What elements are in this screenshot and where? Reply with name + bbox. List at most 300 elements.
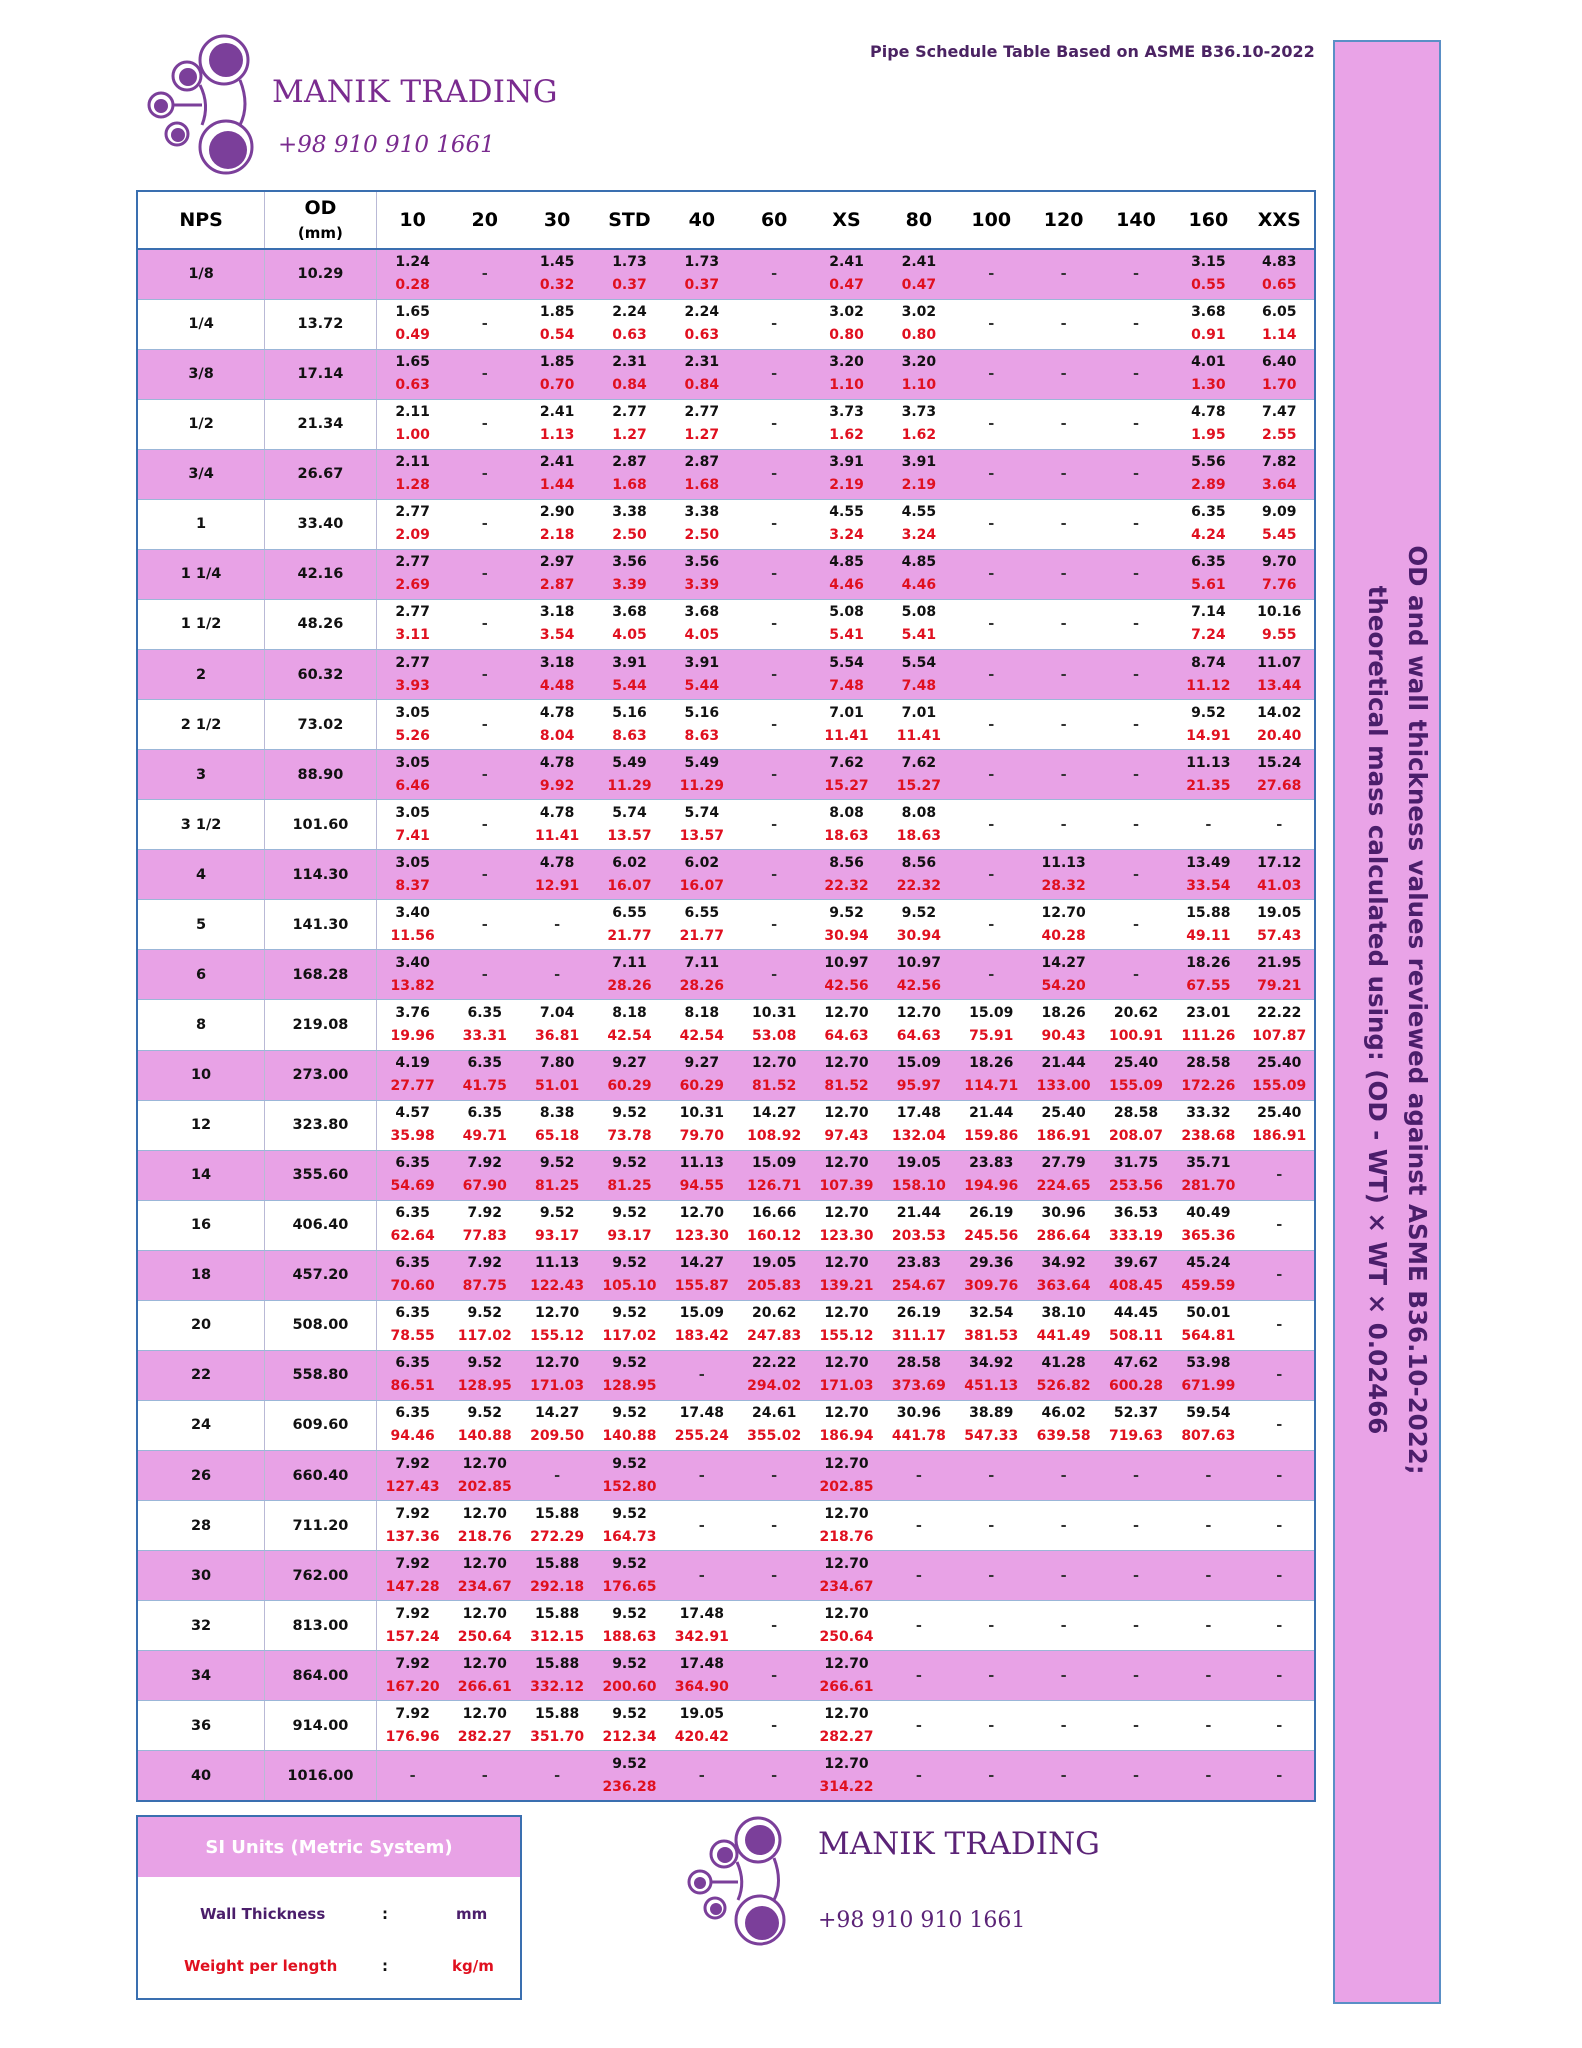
schedule-cell	[376, 900, 448, 950]
empty-value: -	[1060, 366, 1067, 383]
table-row	[137, 1551, 1315, 1601]
wall-thickness-value: 12.70	[462, 1505, 507, 1522]
weight-value: 1.27	[612, 427, 647, 444]
nps-cell: 6	[137, 950, 265, 1000]
schedule-cell	[810, 1250, 882, 1300]
schedule-cell	[810, 750, 882, 800]
od-cell: 73.02	[265, 700, 377, 750]
schedule-cell	[593, 549, 665, 599]
weight-value: 186.91	[1036, 1128, 1091, 1145]
wall-thickness-value: 6.02	[684, 854, 720, 871]
wall-thickness-value: 23.01	[1186, 1004, 1231, 1021]
schedule-cell	[883, 1551, 955, 1601]
schedule-cell	[449, 1451, 521, 1501]
weight-value: 3.11	[395, 627, 430, 644]
schedule-cell	[376, 1451, 448, 1501]
weight-value: 123.30	[819, 1228, 874, 1245]
empty-value: -	[1132, 1467, 1139, 1484]
schedule-cell	[738, 1601, 810, 1651]
schedule-cell	[1100, 249, 1172, 299]
schedule-cell	[666, 1250, 738, 1300]
schedule-cell	[883, 900, 955, 950]
od-cell: 813.00	[265, 1601, 377, 1651]
wall-thickness-value: 9.52	[612, 1255, 647, 1272]
schedule-cell	[666, 1200, 738, 1250]
nps-cell: 2	[137, 650, 265, 700]
schedule-cell	[955, 700, 1027, 750]
empty-value: -	[1132, 716, 1139, 733]
wall-thickness-value: 9.52	[612, 1655, 647, 1672]
schedule-cell	[1245, 1200, 1315, 1250]
weight-value: 5.44	[612, 677, 647, 694]
weight-value: 16.07	[679, 877, 724, 894]
empty-value: -	[915, 1617, 922, 1634]
wall-thickness-value: 3.18	[539, 604, 575, 621]
wall-thickness-value: 1.73	[612, 254, 647, 271]
wall-thickness-value: 8.74	[1191, 654, 1226, 671]
schedule-cell	[738, 1250, 810, 1300]
weight-value: 200.60	[602, 1678, 657, 1695]
schedule-cell	[1172, 700, 1244, 750]
nps-cell: 1	[137, 499, 265, 549]
empty-value: -	[771, 1667, 778, 1684]
empty-value: -	[1205, 1717, 1212, 1734]
wall-thickness-value: 23.83	[969, 1155, 1014, 1172]
weight-value: 250.64	[457, 1628, 512, 1645]
weight-value: 209.50	[530, 1428, 585, 1445]
weight-value: 281.70	[1181, 1178, 1236, 1195]
wall-thickness-value: 5.56	[1191, 454, 1226, 471]
empty-value: -	[771, 616, 778, 633]
schedule-cell	[449, 249, 521, 299]
weight-value: 381.53	[964, 1328, 1019, 1345]
weight-value: 218.76	[819, 1528, 874, 1545]
wall-thickness-value: 6.55	[612, 904, 647, 921]
wall-thickness-value: 12.70	[824, 1505, 869, 1522]
weight-value: 105.10	[602, 1278, 657, 1295]
wall-thickness-value: 14.27	[1041, 954, 1086, 971]
wall-thickness-value: 12.70	[824, 1255, 869, 1272]
schedule-cell	[666, 850, 738, 900]
od-cell: 17.14	[265, 349, 377, 399]
empty-value: -	[988, 366, 995, 383]
schedule-cell	[738, 399, 810, 449]
empty-value: -	[988, 266, 995, 283]
schedule-cell	[1100, 1751, 1172, 1801]
nps-cell: 4	[137, 850, 265, 900]
nps-cell: 3 1/2	[137, 800, 265, 850]
schedule-cell	[1027, 1300, 1099, 1350]
wall-thickness-value: 4.85	[829, 554, 864, 571]
wall-thickness-value: 14.02	[1257, 704, 1302, 721]
schedule-cell	[666, 1701, 738, 1751]
weight-value: 81.25	[607, 1178, 652, 1195]
schedule-cell	[376, 800, 448, 850]
schedule-cell	[1100, 1050, 1172, 1100]
schedule-cell	[955, 1150, 1027, 1200]
schedule-cell	[449, 700, 521, 750]
schedule-cell	[376, 1651, 448, 1701]
nps-cell: 28	[137, 1501, 265, 1551]
weight-value: 137.36	[385, 1528, 440, 1545]
wall-thickness-value: 15.09	[752, 1155, 797, 1172]
empty-value: -	[1132, 1617, 1139, 1634]
weight-value: 5.26	[395, 727, 430, 744]
schedule-cell	[1027, 900, 1099, 950]
wall-thickness-value: 10.31	[752, 1004, 797, 1021]
wall-thickness-value: 25.40	[1257, 1055, 1302, 1072]
wall-thickness-value: 6.35	[395, 1405, 430, 1422]
wall-thickness-value: 2.24	[684, 304, 720, 321]
weight-value: 459.59	[1181, 1278, 1236, 1295]
wall-thickness-value: 9.52	[539, 1205, 575, 1222]
schedule-cell	[1245, 1601, 1315, 1651]
side-note-line-2: theoretical mass calculated using: (OD - WT) × WT × 0.02466	[1363, 585, 1392, 1435]
weight-value: 1.10	[829, 377, 864, 394]
wall-thickness-value: 9.52	[612, 1155, 647, 1172]
weight-value: 81.52	[824, 1078, 869, 1095]
schedule-cell	[593, 449, 665, 499]
schedule-cell	[1027, 800, 1099, 850]
weight-value: 94.55	[679, 1178, 724, 1195]
table-row	[137, 900, 1315, 950]
schedule-cell	[666, 499, 738, 549]
schedule-cell	[1172, 1601, 1244, 1651]
schedule-cell	[955, 299, 1027, 349]
wall-thickness-value: 3.02	[829, 304, 864, 321]
empty-value: -	[481, 316, 488, 333]
empty-value: -	[988, 966, 995, 983]
wall-thickness-value: 14.27	[679, 1255, 724, 1272]
empty-value: -	[481, 416, 488, 433]
weight-value: 332.12	[530, 1678, 585, 1695]
empty-value: -	[1132, 466, 1139, 483]
empty-value: -	[1205, 1567, 1212, 1584]
wall-thickness-value: 1.45	[539, 254, 575, 271]
weight-value: 78.55	[390, 1328, 435, 1345]
schedule-cell	[1245, 1451, 1315, 1501]
weight-value: 9.92	[539, 777, 575, 794]
schedule-cell	[521, 850, 593, 900]
nps-cell: 10	[137, 1050, 265, 1100]
wall-thickness-value: 6.35	[395, 1305, 430, 1322]
wall-thickness-value: 12.70	[462, 1605, 507, 1622]
weight-value: 57.43	[1257, 927, 1302, 944]
nps-cell: 36	[137, 1701, 265, 1751]
colon-separator: :	[382, 1905, 388, 1923]
weight-value: 208.07	[1108, 1128, 1163, 1145]
schedule-cell	[738, 950, 810, 1000]
weight-value: 22.32	[824, 877, 869, 894]
weight-value: 451.13	[964, 1378, 1019, 1395]
od-cell: 762.00	[265, 1551, 377, 1601]
wall-thickness-value: 3.38	[612, 504, 647, 521]
wall-thickness-value: 4.55	[901, 504, 937, 521]
weight-value: 0.37	[684, 277, 720, 294]
table-header-row	[137, 191, 1315, 249]
table-row	[137, 1100, 1315, 1150]
table-row	[137, 950, 1315, 1000]
wall-thickness-value: 13.49	[1186, 854, 1231, 871]
schedule-cell	[883, 800, 955, 850]
wall-thickness-value: 47.62	[1113, 1355, 1159, 1372]
schedule-cell	[955, 1250, 1027, 1300]
wall-thickness-value: 7.92	[467, 1255, 503, 1272]
schedule-cell	[738, 1551, 810, 1601]
schedule-cell	[666, 1300, 738, 1350]
empty-value: -	[481, 616, 488, 633]
wall-thickness-value: 7.62	[829, 754, 864, 771]
schedule-cell	[449, 1200, 521, 1250]
wall-thickness-value: 9.52	[829, 904, 864, 921]
schedule-cell	[1172, 1050, 1244, 1100]
empty-value: -	[554, 1767, 561, 1784]
wall-thickness-value: 11.13	[534, 1255, 580, 1272]
empty-value: -	[988, 466, 995, 483]
od-cell: 13.72	[265, 299, 377, 349]
schedule-cell	[1245, 299, 1315, 349]
table-row	[137, 349, 1315, 399]
schedule-cell	[376, 1501, 448, 1551]
weight-value: 236.28	[602, 1778, 657, 1795]
schedule-cell	[1100, 1300, 1172, 1350]
schedule-cell	[593, 1300, 665, 1350]
schedule-cell	[593, 700, 665, 750]
weight-value: 292.18	[530, 1578, 585, 1595]
wall-thickness-value: 15.24	[1257, 754, 1302, 771]
weight-value: 600.28	[1108, 1378, 1163, 1395]
weight-value: 51.01	[534, 1078, 580, 1095]
column-header-schedule: XS	[810, 191, 882, 249]
weight-value: 253.56	[1108, 1178, 1163, 1195]
table-row	[137, 750, 1315, 800]
schedule-cell	[593, 650, 665, 700]
wall-thickness-value: 3.91	[612, 654, 647, 671]
empty-value: -	[1276, 816, 1283, 833]
weight-unit: kg/m	[452, 1957, 494, 1975]
empty-value: -	[1205, 1617, 1212, 1634]
schedule-cell	[738, 599, 810, 649]
schedule-cell	[521, 1000, 593, 1050]
schedule-cell	[593, 249, 665, 299]
weight-value: 42.54	[607, 1027, 652, 1044]
schedule-cell	[1100, 950, 1172, 1000]
empty-value: -	[1132, 366, 1139, 383]
weight-value: 9.55	[1261, 627, 1297, 644]
schedule-cell	[1100, 700, 1172, 750]
wall-thickness-value: 6.40	[1261, 354, 1297, 371]
wall-thickness-value: 19.05	[679, 1705, 724, 1722]
schedule-cell	[1100, 399, 1172, 449]
empty-value: -	[1132, 316, 1139, 333]
empty-value: -	[771, 1767, 778, 1784]
nps-cell: 30	[137, 1551, 265, 1601]
weight-value: 286.64	[1036, 1228, 1091, 1245]
schedule-cell	[449, 499, 521, 549]
nps-cell: 26	[137, 1451, 265, 1501]
wall-thickness-value: 6.05	[1261, 304, 1297, 321]
empty-value: -	[1205, 1467, 1212, 1484]
weight-value: 355.02	[747, 1428, 802, 1445]
schedule-cell	[738, 1300, 810, 1350]
wall-thickness-value: 12.70	[824, 1655, 869, 1672]
empty-value: -	[1060, 266, 1067, 283]
schedule-cell	[955, 499, 1027, 549]
wall-thickness-value: 2.77	[395, 654, 430, 671]
schedule-cell	[521, 249, 593, 299]
weight-value: 11.41	[534, 827, 580, 844]
weight-value: 167.20	[385, 1678, 440, 1695]
weight-value: 0.54	[539, 327, 575, 344]
weight-value: 158.10	[891, 1178, 946, 1195]
weight-value: 1.62	[829, 427, 864, 444]
weight-value: 62.64	[390, 1228, 435, 1245]
wall-thickness-value: 9.27	[684, 1055, 720, 1072]
empty-value: -	[1060, 1767, 1067, 1784]
empty-value: -	[1060, 616, 1067, 633]
schedule-cell	[521, 1551, 593, 1601]
schedule-cell	[593, 1100, 665, 1150]
empty-value: -	[1132, 516, 1139, 533]
weight-value: 0.65	[1261, 277, 1297, 294]
schedule-cell	[1100, 1501, 1172, 1551]
wall-thickness-value: 36.53	[1113, 1205, 1159, 1222]
schedule-cell	[521, 1300, 593, 1350]
schedule-cell	[738, 299, 810, 349]
wall-thickness-value: 4.57	[395, 1105, 430, 1122]
schedule-cell	[521, 1451, 593, 1501]
wall-thickness-value: 12.70	[824, 1055, 869, 1072]
schedule-cell	[955, 399, 1027, 449]
wall-thickness-value: 6.35	[467, 1105, 503, 1122]
wall-thickness-value: 17.12	[1257, 854, 1302, 871]
wall-thickness-value: 52.37	[1113, 1405, 1159, 1422]
pipe-schedule-table	[136, 190, 1316, 1802]
nps-cell: 1/4	[137, 299, 265, 349]
schedule-cell	[955, 449, 1027, 499]
schedule-cell	[1027, 700, 1099, 750]
weight-value: 309.76	[964, 1278, 1019, 1295]
schedule-cell	[883, 299, 955, 349]
schedule-cell	[810, 1451, 882, 1501]
empty-value: -	[1060, 766, 1067, 783]
wall-thickness-value: 4.78	[539, 704, 575, 721]
schedule-cell	[955, 1451, 1027, 1501]
schedule-cell	[810, 1501, 882, 1551]
weight-value: 719.63	[1108, 1428, 1163, 1445]
schedule-cell	[1172, 1350, 1244, 1400]
wall-thickness-value: 25.40	[1041, 1105, 1086, 1122]
weight-label: Weight per length	[184, 1957, 338, 1975]
weight-value: 314.22	[819, 1778, 874, 1795]
weight-value: 547.33	[964, 1428, 1019, 1445]
column-header-schedule: XXS	[1245, 191, 1315, 249]
schedule-cell	[1172, 1501, 1244, 1551]
schedule-cell	[810, 1100, 882, 1150]
schedule-cell	[666, 599, 738, 649]
weight-value: 294.02	[747, 1378, 802, 1395]
empty-value: -	[771, 1517, 778, 1534]
schedule-cell	[1245, 1300, 1315, 1350]
empty-value: -	[1060, 1667, 1067, 1684]
schedule-cell	[1172, 650, 1244, 700]
nps-cell: 1 1/4	[137, 549, 265, 599]
od-cell: 10.29	[265, 249, 377, 299]
weight-value: 1.95	[1191, 427, 1226, 444]
weight-value: 30.94	[824, 927, 869, 944]
schedule-cell	[810, 850, 882, 900]
nps-cell: 1/2	[137, 399, 265, 449]
wall-thickness-value: 3.40	[395, 954, 430, 971]
schedule-cell	[738, 1350, 810, 1400]
schedule-cell	[449, 1551, 521, 1601]
schedule-cell	[593, 1451, 665, 1501]
od-cell: 26.67	[265, 449, 377, 499]
wall-thickness-value: 2.97	[539, 554, 575, 571]
schedule-cell	[1172, 1100, 1244, 1150]
weight-value: 42.56	[896, 977, 942, 994]
wall-thickness-value: 15.88	[534, 1705, 580, 1722]
schedule-cell	[1245, 1751, 1315, 1801]
weight-value: 27.68	[1257, 777, 1302, 794]
weight-value: 441.49	[1036, 1328, 1091, 1345]
wall-thickness-value: 7.92	[467, 1155, 503, 1172]
schedule-cell	[1100, 1701, 1172, 1751]
weight-value: 365.36	[1181, 1228, 1236, 1245]
empty-value: -	[988, 1717, 995, 1734]
schedule-cell	[1027, 1000, 1099, 1050]
weight-value: 312.15	[530, 1628, 585, 1645]
schedule-cell	[666, 800, 738, 850]
schedule-cell	[1245, 800, 1315, 850]
table-row	[137, 700, 1315, 750]
column-header-schedule: 80	[883, 191, 955, 249]
nps-cell: 18	[137, 1250, 265, 1300]
schedule-cell	[883, 1100, 955, 1150]
schedule-cell	[1027, 950, 1099, 1000]
schedule-cell	[449, 1150, 521, 1200]
wall-thickness-value: 8.18	[612, 1004, 647, 1021]
schedule-cell	[1100, 750, 1172, 800]
wall-thickness-value: 2.77	[684, 404, 720, 421]
empty-value: -	[1060, 466, 1067, 483]
wall-thickness-value: 5.16	[684, 704, 720, 721]
weight-value: 155.12	[819, 1328, 874, 1345]
schedule-cell	[666, 1651, 738, 1701]
schedule-cell	[955, 1701, 1027, 1751]
od-cell: 21.34	[265, 399, 377, 449]
schedule-cell	[810, 650, 882, 700]
weight-value: 139.21	[819, 1278, 874, 1295]
schedule-cell	[810, 1000, 882, 1050]
schedule-cell	[376, 1601, 448, 1651]
schedule-cell	[810, 299, 882, 349]
weight-value: 420.42	[674, 1728, 729, 1745]
weight-value: 3.24	[829, 527, 864, 544]
weight-value: 250.64	[819, 1628, 874, 1645]
schedule-cell	[1027, 1100, 1099, 1150]
weight-value: 282.27	[457, 1728, 512, 1745]
schedule-cell	[521, 1100, 593, 1150]
wall-thickness-value: 6.35	[1191, 554, 1226, 571]
weight-value: 171.03	[530, 1378, 585, 1395]
empty-value: -	[1132, 1517, 1139, 1534]
empty-value: -	[915, 1717, 922, 1734]
wall-thickness-value: 24.61	[752, 1405, 797, 1422]
table-row	[137, 1200, 1315, 1250]
wall-thickness-value: 4.01	[1191, 354, 1226, 371]
empty-value: -	[481, 466, 488, 483]
